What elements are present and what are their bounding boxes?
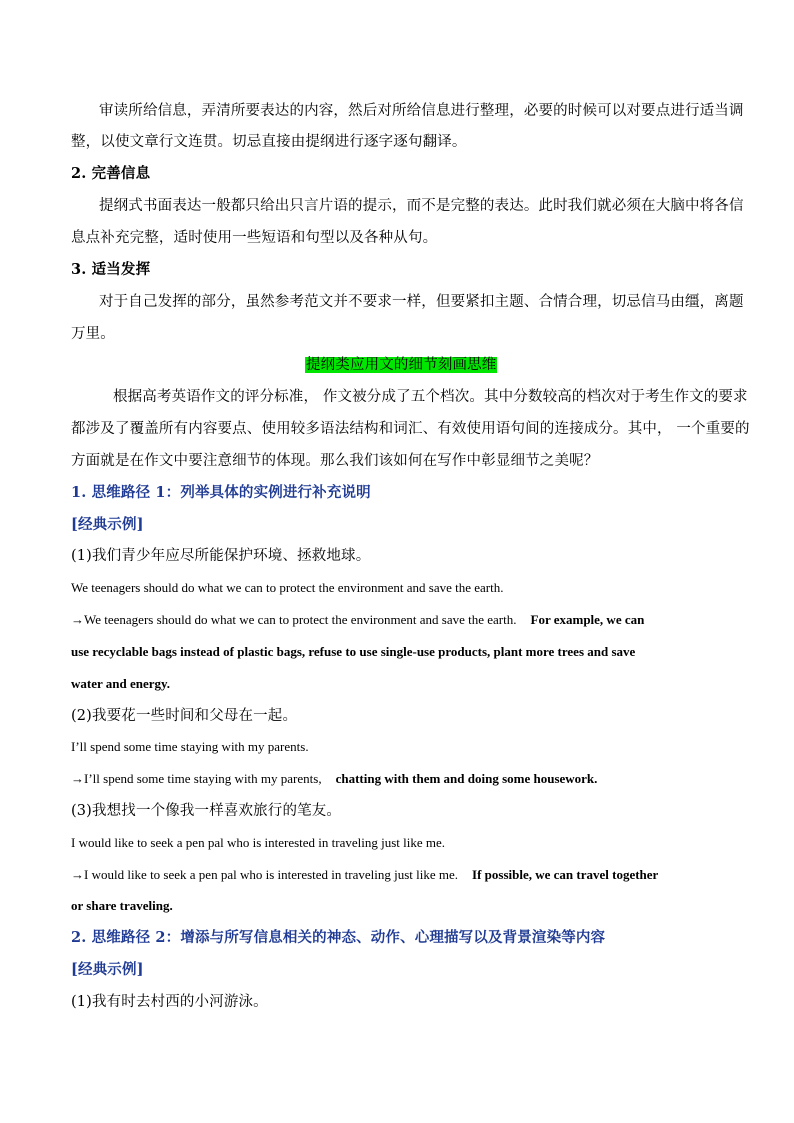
example-added-detail: If possible, we can travel together (472, 867, 659, 882)
paragraph-line: 整，以使文章行文连贯。切忌直接由提纲进行逐字逐句翻译。 (71, 134, 467, 150)
example-label: [经典示例] (71, 516, 144, 533)
example-added-detail: or share traveling. (71, 898, 173, 913)
example-added-detail: For example, we can (530, 612, 645, 627)
paragraph-line: 对于自己发挥的部分，虽然参考范文并不要求一样，但要紧扣主题、合情合理，切忌信马由缰，离题 (99, 294, 744, 310)
paragraph-line: 提纲式书面表达一般都只给出只言片语的提示，而不是完整的表达。此时我们就必须在大脑中将各信 (99, 198, 744, 214)
example-improved-text: →I’ll spend some time staying with my parents, (71, 771, 322, 786)
section-title-text: 提纲类应用文的细节刻画思维 (306, 357, 497, 373)
example-english: I would like to seek a pen pal who is interested in traveling just like me. (71, 835, 446, 850)
example-english: We teenagers should do what we can to protect the environment and save the earth. (71, 580, 504, 595)
paragraph-line: 审读所给信息，弄清所要表达的内容，然后对所给信息进行整理，必要的时候可以对要点进行适当调 (99, 103, 744, 119)
paragraph-line: 根据高考英语作文的评分标准， 作文被分成了五个档次。其中分数较高的档次对于考生作文的要求 (113, 389, 748, 405)
example-improved-text: →I would like to seek a pen pal who is interested in traveling just like me. (71, 867, 459, 882)
example-improved (71, 610, 644, 630)
example-english: I’ll spend some time staying with my parents. (71, 739, 309, 754)
example-chinese: (1)我们青少年应尽所能保护环境、拯救地球。 (71, 548, 371, 564)
subheading: 3. 适当发挥 (71, 261, 151, 278)
example-improved-text: →We teenagers should do what we can to protect the environment and save the earth. (71, 612, 517, 627)
paragraph-line: 万里。 (71, 326, 115, 342)
section-title (305, 355, 497, 375)
example-added-detail: chatting with them and doing some housework. (335, 771, 598, 786)
example-improved (71, 865, 658, 885)
subheading: 2. 完善信息 (71, 165, 151, 182)
example-chinese: (1)我有时去村西的小河游泳。 (71, 994, 268, 1010)
paragraph-line: 方面就是在作文中要注意细节的体现。那么我们该如何在写作中彰显细节之美呢？ (71, 453, 599, 469)
example-label: [经典示例] (71, 961, 144, 978)
example-added-detail: use recyclable bags instead of plastic bags, refuse to use single-use products, plant more trees and save (71, 644, 636, 659)
thinking-path-heading: 2. 思维路径 2：增添与所写信息相关的神态、动作、心理描写以及背景渲染等内容 (71, 929, 606, 946)
example-improved (71, 769, 597, 789)
thinking-path-heading: 1. 思维路径 1：列举具体的实例进行补充说明 (71, 484, 371, 501)
example-chinese: (2)我要花一些时间和父母在一起。 (71, 708, 298, 724)
paragraph-line: 息点补充完整，适时使用一些短语和句型以及各种从句。 (71, 230, 438, 246)
example-added-detail: water and energy. (71, 676, 171, 691)
example-chinese: (3)我想找一个像我一样喜欢旅行的笔友。 (71, 803, 342, 819)
paragraph-line: 都涉及了覆盖所有内容要点、使用较多语法结构和词汇、有效使用语句间的连接成分。其中， 一个重要的 (71, 421, 750, 437)
